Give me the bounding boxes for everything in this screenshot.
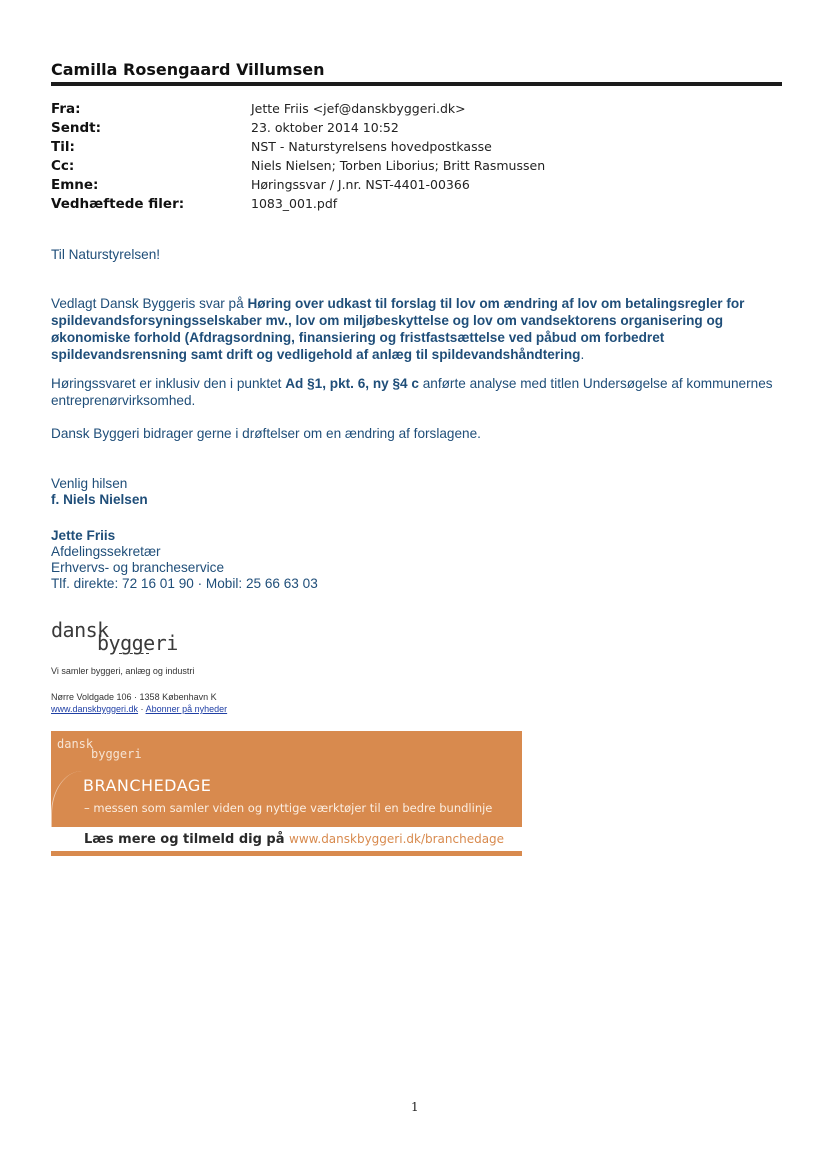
p2-rest: anførte analyse med titlen Undersøgelse af kommunernes entreprenørvirksomhed. xyxy=(51,376,773,408)
dansk-byggeri-logo xyxy=(51,618,201,655)
newsletter-link[interactable]: Abonner på nyheder xyxy=(145,704,228,714)
header-divider xyxy=(51,82,782,86)
attachments-label: Vedhæftede filer: xyxy=(51,196,185,212)
banner-title: BRANCHEDAGE xyxy=(83,776,212,795)
link-separator: · xyxy=(138,704,146,714)
banner-cta[interactable] xyxy=(84,832,504,847)
mailbox-owner-name: Camilla Rosengaard Villumsen xyxy=(51,60,325,79)
logo-word-byggeri xyxy=(97,631,178,655)
logo-word-dansk: dansk xyxy=(51,618,109,642)
p1-hearing-title: Høring over udkast til forslag til lov om ændring af lov om betalingsregler for spildevandsforsyningsselskaber mv., lov om miljøbeskyttelse og lov om vandsektorens organisering og økonomiske forhold (Afdragsordning, finansiering og fristfastsættelse ved påbud om forbedret spildevandsrensning samt drift og vedligehold af anlæg til spildevandshåndtering xyxy=(51,296,745,362)
signature-title: Afdelingssekretær xyxy=(51,544,161,559)
banner-bottom-stripe xyxy=(51,851,522,856)
signature-phone: Tlf. direkte: 72 16 01 90 · Mobil: 25 66 63 03 xyxy=(51,576,318,591)
to-value[interactable]: NST - Naturstyrelsens hovedpostkasse xyxy=(251,139,492,154)
subject-value: Høringssvar / J.nr. NST-4401-00366 xyxy=(251,177,470,192)
company-links xyxy=(51,704,227,714)
banner-arc-decoration xyxy=(51,771,82,827)
to-label: Til: xyxy=(51,139,75,155)
banner-cta-url[interactable]: www.danskbyggeri.dk/branchedage xyxy=(289,832,505,846)
signature-department: Erhvervs- og brancheservice xyxy=(51,560,225,575)
signature-closing: Venlig hilsen xyxy=(51,476,128,491)
attachment-file[interactable]: 1083_001.pdf xyxy=(251,196,338,211)
p1-end: . xyxy=(580,347,585,362)
cc-label: Cc: xyxy=(51,158,75,174)
logo-underline xyxy=(119,653,149,654)
company-tagline: Vi samler byggeri, anlæg og industri xyxy=(51,666,195,676)
signature-on-behalf: f. Niels Nielsen xyxy=(51,492,148,507)
body-paragraph-3: Dansk Byggeri bidrager gerne i drøftelser om en ændring af forslagene. xyxy=(51,426,481,441)
body-paragraph-1 xyxy=(51,295,781,363)
from-label: Fra: xyxy=(51,101,81,117)
logo-word-byggeri-text: byggeri xyxy=(97,631,178,655)
p1-intro: Vedlagt Dansk Byggeris svar på xyxy=(51,296,248,311)
from-value[interactable]: Jette Friis <jef@danskbyggeri.dk> xyxy=(251,101,466,116)
signature-name: Jette Friis xyxy=(51,528,116,543)
branchedage-banner[interactable] xyxy=(51,731,522,827)
subject-label: Emne: xyxy=(51,177,99,193)
greeting: Til Naturstyrelsen! xyxy=(51,247,161,262)
banner-logo-byggeri: byggeri xyxy=(91,747,142,761)
banner-logo-dansk: dansk xyxy=(57,737,94,751)
sent-label: Sendt: xyxy=(51,120,102,136)
page-number: 1 xyxy=(411,1100,419,1114)
p2-intro: Høringssvaret er inklusiv den i punktet xyxy=(51,376,286,391)
company-address: Nørre Voldgade 106 · 1358 København K xyxy=(51,692,217,702)
website-link[interactable]: www.danskbyggeri.dk xyxy=(51,704,139,714)
sent-value: 23. oktober 2014 10:52 xyxy=(251,120,399,135)
banner-logo xyxy=(57,737,167,767)
cc-value[interactable]: Niels Nielsen; Torben Liborius; Britt Rasmussen xyxy=(251,158,546,173)
p2-section-ref: Ad §1, pkt. 6, ny §4 c xyxy=(285,376,419,391)
banner-subtitle: – messen som samler viden og nyttige værktøjer til en bedre bundlinje xyxy=(84,801,493,815)
body-paragraph-2 xyxy=(51,375,781,409)
banner-cta-text: Læs mere og tilmeld dig på xyxy=(84,832,290,847)
